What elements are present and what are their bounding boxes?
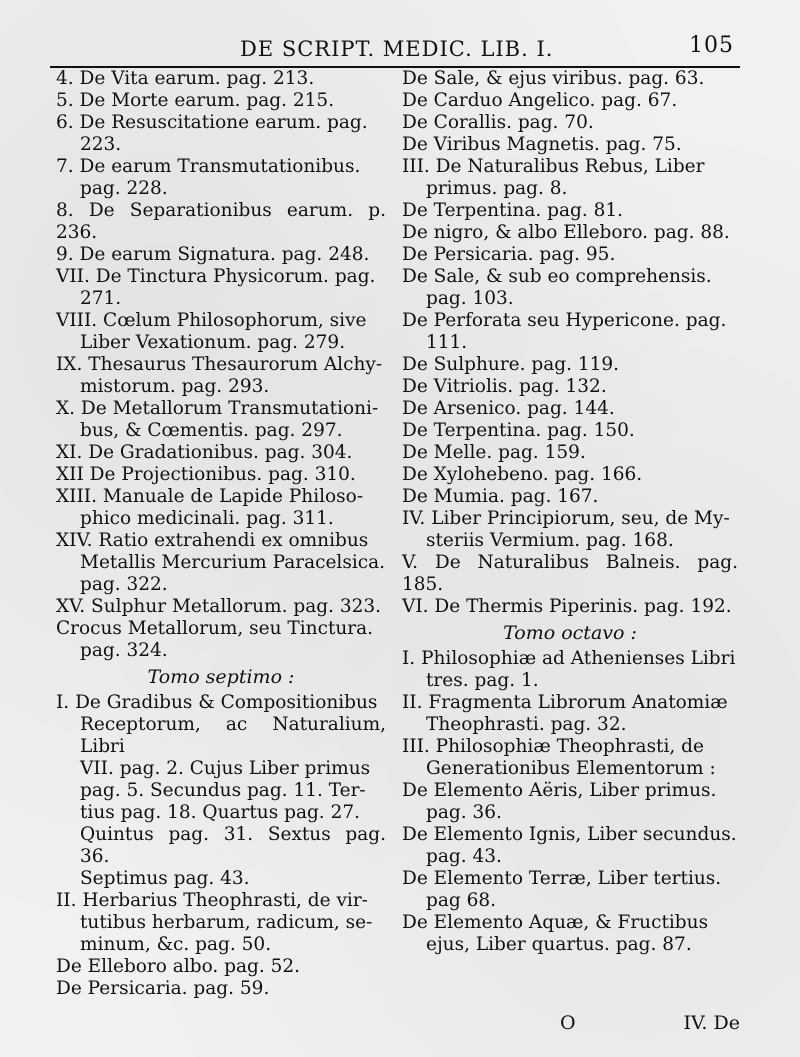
toc-entry: De Elemento Ignis, Liber secundus. — [402, 824, 737, 845]
toc-entry-continuation: pag. 5. Secundus pag. 11. Ter- — [80, 780, 366, 801]
toc-entry-continuation: pag. 228. — [80, 178, 168, 199]
toc-entry: De Vitriolis. pag. 132. — [402, 376, 607, 397]
toc-entry: De Terpentina. pag. 150. — [402, 420, 635, 441]
running-head — [240, 34, 740, 64]
toc-entry: De Persicaria. pag. 59. — [56, 978, 270, 999]
toc-entry: X. De Metallorum Transmutationi- — [56, 398, 379, 419]
running-title: DE SCRIPT. MEDIC. LIB. I. — [240, 37, 554, 61]
toc-entry-continuation: Theophrasti. pag. 32. — [426, 714, 627, 735]
toc-entry: De Viribus Magnetis. pag. 75. — [402, 134, 682, 155]
toc-entry: XII De Projectionibus. pag. 310. — [56, 464, 356, 485]
toc-entry-continuation: primus. pag. 8. — [426, 178, 568, 199]
toc-entry: De Terpentina. pag. 81. — [402, 200, 624, 221]
toc-entry-continuation: tres. pag. 1. — [426, 670, 539, 691]
toc-entry: 8. De Separationibus earum. p. 236. — [56, 200, 386, 243]
toc-entry: III. Philosophiæ Theophrasti, de — [402, 736, 704, 757]
toc-entry-continuation: 111. — [426, 332, 468, 353]
toc-entry: De Melle. pag. 159. — [402, 442, 586, 463]
toc-entry: VIII. Cœlum Philosophorum, sive — [56, 310, 367, 331]
toc-entry: I. De Gradibus & Compositionibus — [56, 692, 378, 713]
page-footer — [560, 1012, 740, 1038]
toc-entry: De Carduo Angelico. pag. 67. — [402, 90, 678, 111]
toc-entry: 7. De earum Transmutationibus. — [56, 156, 361, 177]
toc-entry: XIV. Ratio extrahendi ex omnibus — [56, 530, 369, 551]
section-heading: Tomo septimo : — [147, 666, 295, 688]
toc-entry: De nigro, & albo Elleboro. pag. 88. — [402, 222, 730, 243]
toc-entry: 4. De Vita earum. pag. 213. — [56, 68, 315, 89]
toc-entry: 5. De Morte earum. pag. 215. — [56, 90, 335, 111]
toc-entry-continuation: phico medicinali. pag. 311. — [80, 508, 334, 529]
toc-entry: De Perforata seu Hypericone. pag. — [402, 310, 727, 331]
toc-entry-continuation: Metallis Mercurium Paracelsica. — [80, 552, 386, 573]
toc-entry: VII. De Tinctura Physicorum. pag. — [56, 266, 376, 287]
toc-entry: 6. De Resuscitatione earum. pag. — [56, 112, 368, 133]
toc-entry: XI. De Gradationibus. pag. 304. — [56, 442, 353, 463]
toc-entry: II. Fragmenta Librorum Anatomiæ — [402, 692, 728, 713]
toc-entry: De Elemento Terræ, Liber tertius. — [402, 868, 722, 889]
toc-entry-continuation: steriis Vermium. pag. 168. — [426, 530, 674, 551]
toc-entry: De Sale, & sub eo comprehensis. — [402, 266, 712, 287]
toc-entry: V. De Naturalibus Balneis. pag. 185. — [402, 552, 738, 595]
toc-entry-continuation: Generationibus Elementorum : — [426, 758, 716, 779]
toc-entry-continuation: pag. 43. — [426, 846, 502, 867]
signature-mark: O — [560, 1012, 576, 1034]
toc-entry-continuation: bus, & Cœmentis. pag. 297. — [80, 420, 343, 441]
toc-entry-continuation: pag. 36. — [426, 802, 502, 823]
toc-entry-continuation: pag. 103. — [426, 288, 514, 309]
toc-entry: De Corallis. pag. 70. — [402, 112, 594, 133]
toc-entry: De Persicaria. pag. 95. — [402, 244, 616, 265]
toc-entry-continuation: VII. pag. 2. Cujus Liber primus — [80, 758, 371, 779]
toc-entry: Crocus Metallorum, seu Tinctura. — [56, 618, 374, 639]
toc-entry-continuation: Septimus pag. 43. — [80, 868, 250, 889]
page-number: 105 — [689, 33, 734, 58]
toc-entry-continuation: Liber Vexationum. pag. 279. — [80, 332, 346, 353]
toc-entry: De Mumia. pag. 167. — [402, 486, 599, 507]
section-heading: Tomo octavo : — [503, 622, 637, 644]
toc-entry: XIII. Manuale de Lapide Philoso- — [56, 486, 364, 507]
toc-entry-continuation: mistorum. pag. 293. — [80, 376, 270, 397]
toc-entry-continuation: Quintus pag. 31. Sextus pag. 36. — [80, 824, 386, 867]
catchword: IV. De — [683, 1012, 740, 1034]
toc-entry-continuation: pag. 322. — [80, 574, 168, 595]
toc-entry-continuation: tius pag. 18. Quartus pag. 27. — [80, 802, 360, 823]
toc-entry: De Elemento Aëris, Liber primus. — [402, 780, 717, 801]
toc-entry: De Sulphure. pag. 119. — [402, 354, 620, 375]
toc-entry: De Sale, & ejus viribus. pag. 63. — [402, 68, 705, 89]
toc-entry: IX. Thesaurus Thesaurorum Alchy- — [56, 354, 383, 375]
toc-entry: II. Herbarius Theophrasti, de vir- — [56, 890, 368, 911]
toc-entry-continuation: ejus, Liber quartus. pag. 87. — [426, 934, 692, 955]
toc-entry-continuation: pag 68. — [426, 890, 497, 911]
toc-entry: VI. De Thermis Piperinis. pag. 192. — [402, 596, 732, 617]
toc-entry: I. Philosophiæ ad Athenienses Libri — [402, 648, 736, 669]
toc-entry: De Elemento Aquæ, & Fructibus — [402, 912, 709, 933]
toc-entry-continuation: Receptorum, ac Naturalium, Libri — [80, 714, 386, 757]
toc-entry-continuation: pag. 324. — [80, 640, 168, 661]
toc-entry: 9. De earum Signatura. pag. 248. — [56, 244, 370, 265]
toc-entry-continuation: minum, &c. pag. 50. — [80, 934, 272, 955]
toc-entry: De Xylohebeno. pag. 166. — [402, 464, 643, 485]
right-column — [402, 68, 738, 956]
toc-entry: IV. Liber Principiorum, seu, de My- — [402, 508, 730, 529]
toc-entry-continuation: tutibus herbarum, radicum, se- — [80, 912, 373, 933]
left-column — [56, 68, 386, 1000]
toc-entry: De Arsenico. pag. 144. — [402, 398, 615, 419]
toc-entry: XV. Sulphur Metallorum. pag. 323. — [56, 596, 382, 617]
toc-entry: III. De Naturalibus Rebus, Liber — [402, 156, 705, 177]
toc-entry-continuation: 271. — [80, 288, 122, 309]
toc-entry-continuation: 223. — [80, 134, 122, 155]
toc-entry: De Elleboro albo. pag. 52. — [56, 956, 301, 977]
